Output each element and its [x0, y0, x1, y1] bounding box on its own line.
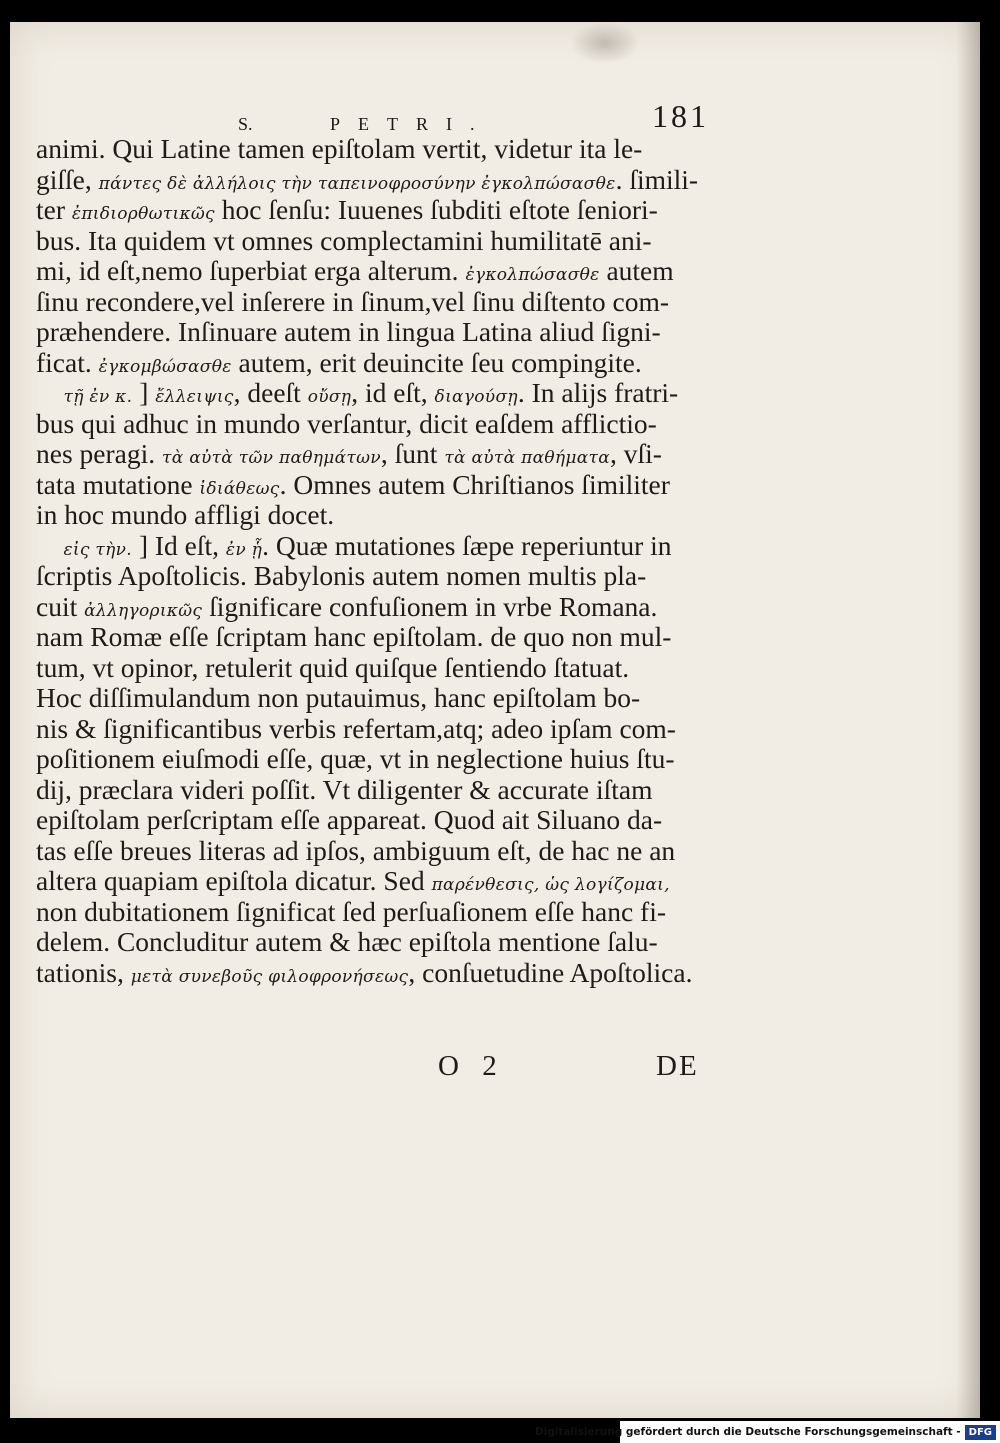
latin-text: autem [599, 255, 674, 286]
latin-text: bus. Ita quidem vt omnes complectamini humilitatē ani- [36, 224, 652, 256]
greek-phrase: ἀλληγορικῶς [84, 600, 203, 621]
latin-text [36, 530, 64, 561]
text-line [36, 622, 716, 653]
latin-text: non dubitationem ſignificat ſed perſuaſionem eſſe hanc fi- [36, 895, 667, 927]
text-line [36, 317, 716, 348]
latin-text: nes peragi. [36, 438, 162, 469]
greek-phrase: ἐπιδιορθωτικῶς [71, 204, 215, 224]
text-line [36, 958, 716, 989]
latin-text: epiſtolam perſcriptam eſſe appareat. Quod ait Siluano da- [36, 804, 663, 835]
latin-text: ficat. [36, 346, 99, 378]
latin-text: . In alijs fratri- [517, 377, 679, 408]
latin-text: in hoc mundo affligi docet. [36, 499, 335, 530]
text-line [36, 592, 716, 623]
latin-text: ter [36, 194, 72, 225]
page-number: 181 [652, 98, 709, 134]
latin-text: tas eſſe breues literas ad ipſos, ambiguum eſt, de hac ne an [36, 834, 676, 866]
latin-text: altera quapiam epiſtola dicatur. Sed [36, 865, 432, 896]
latin-text: tationis, [36, 956, 131, 988]
latin-text: animi. Qui Latine tamen epiſtolam vertit, videtur ita le- [36, 133, 643, 164]
latin-text: giſſe, [36, 163, 99, 195]
latin-text: , vſi- [610, 438, 662, 469]
greek-phrase: παρένθεσις, ὡς λογίζομαι, [431, 875, 670, 895]
greek-phrase: μετὰ συνεβοῦς φιλοφρονήσεως [130, 966, 409, 987]
greek-phrase: εἰς τὴν. [63, 539, 132, 560]
greek-phrase: ἐν ᾗ [225, 539, 263, 560]
book-page [10, 22, 980, 1418]
catchword: DE [656, 1050, 699, 1082]
latin-text: tum, vt opinor, retulerit quid quiſque ſentiendo ſtatuat. [36, 651, 630, 683]
latin-text: tata mutatione [36, 468, 200, 500]
text-line [36, 866, 716, 897]
running-head [10, 92, 980, 132]
running-head-title: PETRI. [330, 114, 493, 134]
text-line [36, 744, 716, 775]
text-line [36, 836, 716, 867]
text-line [36, 287, 716, 318]
greek-phrase: ἐγκομβώσασθε [98, 356, 232, 377]
text-line [36, 134, 716, 165]
latin-text: præhendere. Inſinuare autem in lingua Latina aliud ſigni- [36, 316, 661, 347]
latin-text: nis & ſignificantibus verbis refertam,atq; adeo ipſam com- [36, 712, 676, 744]
text-line [36, 256, 716, 287]
text-line [36, 470, 716, 501]
latin-text: autem, erit deuincite ſeu compingite. [231, 346, 642, 378]
text-line [36, 409, 716, 440]
latin-text: delem. Concluditur autem & hæc epiſtola mentione ſalu- [36, 926, 658, 957]
greek-phrase: διαγούσῃ [434, 387, 518, 407]
text-line [36, 561, 716, 592]
text-line [36, 897, 716, 928]
latin-text: mi, id eſt,nemo ſuperbiat erga alterum. [36, 255, 466, 286]
latin-text: , deeſt [233, 377, 308, 408]
text-line [36, 927, 716, 958]
body-text [36, 134, 716, 988]
latin-text: bus qui adhuc in mundo verſantur, dicit eaſdem afflictio- [36, 407, 657, 439]
footer-credit: Digitalisierung gefördert durch die Deutsche Forschungsgemeinschaft - [534, 1426, 961, 1438]
greek-phrase: τὰ αὐτὰ παθήματα [444, 448, 610, 468]
latin-text: nam Romæ eſſe ſcriptam hanc epiſtolam. de quo non mul- [36, 621, 672, 652]
latin-text: ſignificare confuſionem in vrbe Romana. [202, 590, 658, 622]
greek-phrase: ἰδιάθεως [199, 478, 280, 499]
text-line [36, 775, 716, 806]
signature-mark: O 2 [438, 1050, 505, 1082]
latin-text: poſitionem eiuſmodi eſſe, quæ, vt in neglectione huius ſtu- [36, 743, 675, 774]
text-line [36, 195, 716, 226]
greek-phrase: τῇ ἐν κ. [63, 387, 133, 407]
latin-text: . Omnes autem Chriſtianos ſimiliter [279, 468, 670, 500]
greek-phrase: ἔλλειψις [155, 387, 234, 407]
latin-text: ſinu recondere,vel inſerere in ſinum,vel ſinu diſtento com- [36, 285, 670, 317]
digitization-footer [534, 1421, 1000, 1443]
latin-text: Hoc diſſimulandum non putauimus, hanc epiſtolam bo- [36, 682, 641, 713]
text-line [36, 683, 716, 714]
text-line [36, 500, 716, 531]
text-line [36, 226, 716, 257]
running-head-left: S. [238, 114, 253, 134]
text-line [36, 439, 716, 470]
greek-phrase: πάντες δὲ ἀλλήλοις τὴν ταπεινοφροσύνην ἐγκολπώσασθε [98, 173, 616, 194]
text-line [36, 714, 716, 745]
latin-text: , conſuetudine Apoſtolica. [408, 956, 693, 988]
text-line [36, 165, 716, 196]
text-line [36, 348, 716, 379]
latin-text: ſcriptis Apoſtolicis. Babylonis autem nomen multis pla- [36, 560, 647, 591]
latin-text: cuit [36, 590, 85, 622]
text-line [36, 531, 716, 562]
latin-text: , id eſt, [351, 377, 435, 408]
greek-phrase: τὰ αὐτὰ τῶν παθημάτων [162, 448, 381, 468]
latin-text: dij, præclara videri poſſit. Vt diligenter & accurate iſtam [36, 773, 653, 805]
latin-text: hoc ſenſu: Iuuenes ſubditi eſtote ſeniori- [214, 194, 658, 225]
latin-text: , ſunt [380, 438, 445, 469]
text-line [36, 653, 716, 684]
latin-text: . Quæ mutationes ſæpe reperiuntur in [262, 529, 672, 561]
latin-text: . ſimili- [615, 163, 699, 195]
greek-phrase: οὔσῃ [307, 387, 352, 407]
text-line [36, 378, 716, 409]
text-line [36, 805, 716, 836]
dfg-logo-icon: DFG [965, 1425, 996, 1440]
ink-blot [570, 22, 640, 64]
latin-text: ] [132, 377, 156, 408]
greek-phrase: ἐγκολπώσασθε [465, 265, 600, 285]
latin-text: ] Id eſt, [131, 529, 226, 561]
latin-text [36, 377, 64, 408]
